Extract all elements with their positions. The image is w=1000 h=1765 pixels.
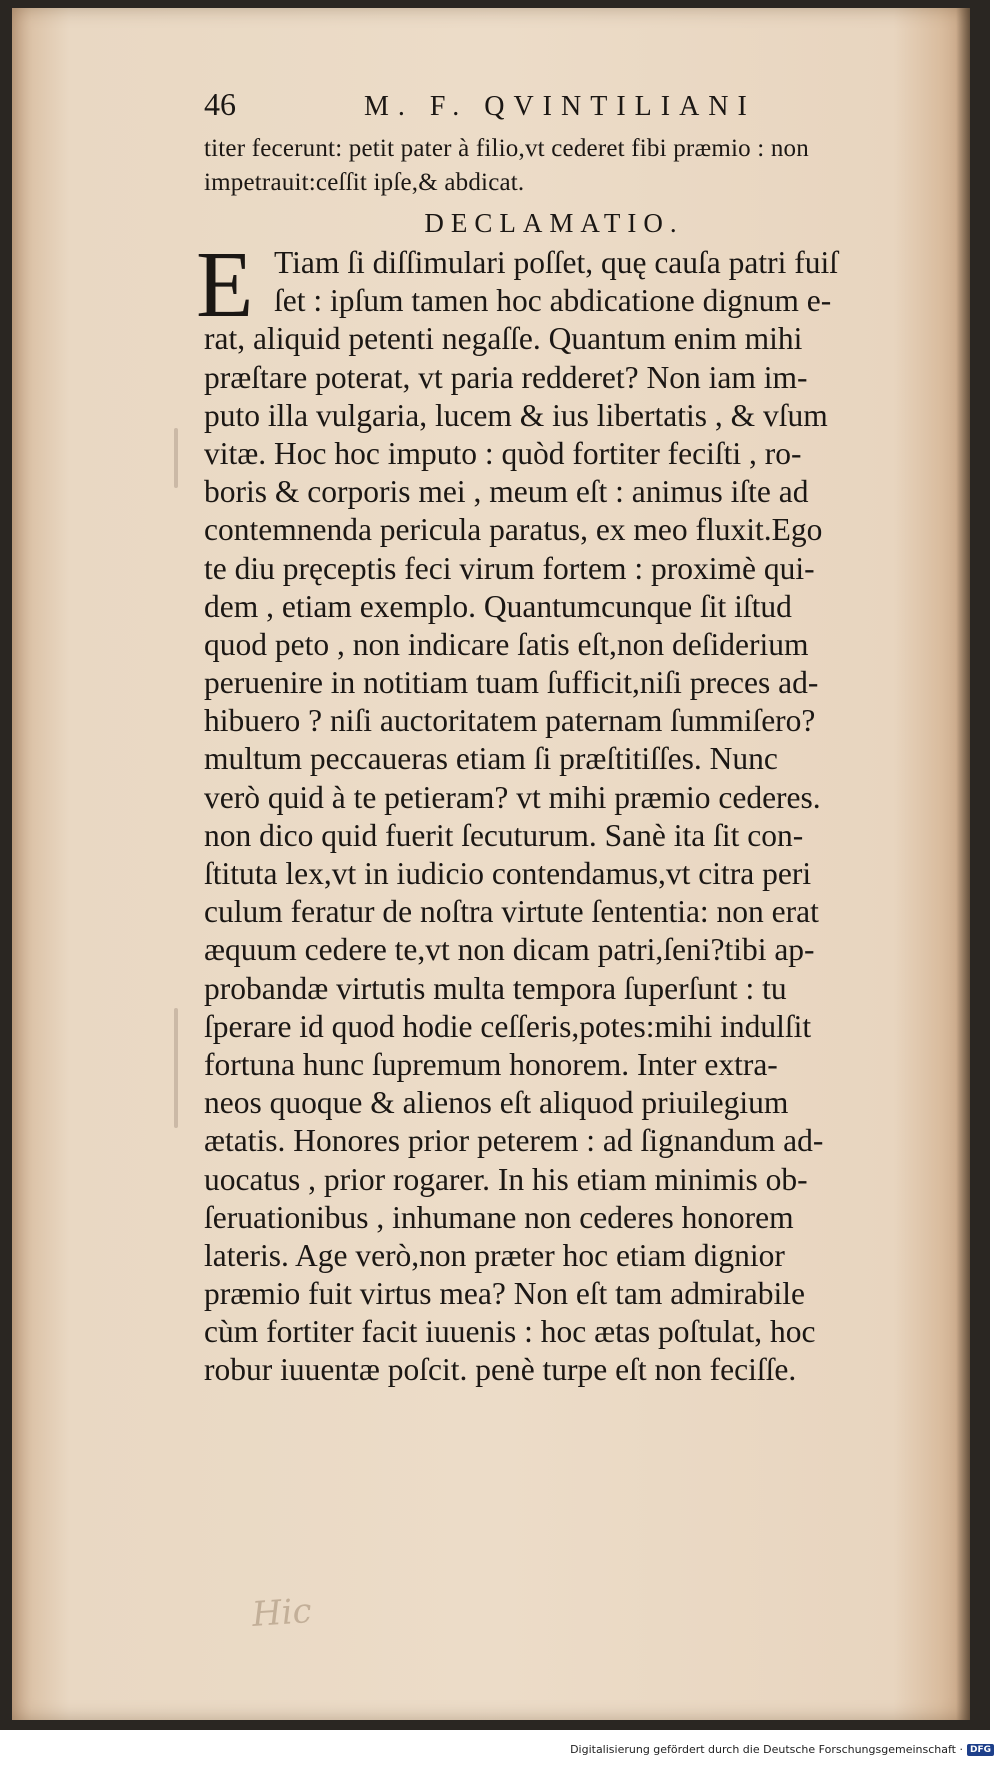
summary-line: impetrauit:ceſſit ipſe,& abdicat. — [204, 169, 525, 196]
text-line: puto illa vulgaria, lucem & ius libertatis , & vſum — [204, 397, 828, 433]
faint-handwriting: Hic — [250, 1590, 313, 1636]
margin-mark — [174, 1008, 178, 1128]
book-page — [12, 8, 970, 1720]
text-line: culum feratur de noſtra virtute ſententia: non erat — [204, 894, 819, 930]
text-line: cùm fortiter facit iuuenis : hoc ætas poſtulat, hoc — [204, 1314, 816, 1350]
running-header — [204, 86, 944, 132]
text-line: ſet : ipſum tamen hoc abdicatione dignum e- — [274, 283, 832, 319]
text-line: hibuero ? niſi auctoritatem paternam ſummiſero? — [204, 703, 816, 739]
page-edge-shadow — [956, 8, 970, 1720]
text-line: ætatis. Honores prior peterem : ad ſignandum ad- — [204, 1123, 824, 1159]
text-line: non dico quid fuerit ſecuturum. Sanè ita ſit con- — [204, 817, 804, 853]
text-line: peruenire in notitiam tuam ſufficit,niſi preces ad- — [204, 665, 819, 701]
declamation-body — [196, 233, 944, 1390]
text-line: lateris. Age verò,non præter hoc etiam dignior — [204, 1237, 785, 1273]
text-line: vitæ. Hoc hoc imputo : quòd fortiter feciſti , ro- — [204, 435, 802, 471]
summary-line: titer fecerunt: petit pater à filio,vt cederet fibi præmio : non — [204, 135, 809, 162]
text-line: Tiam ſi diſſimulari poſſet, quę cauſa patri fuiſ — [274, 245, 838, 280]
page-number: 46 — [204, 86, 236, 122]
credit-text: Digitalisierung gefördert durch die Deutsche Forschungsgemeinschaft · — [570, 1743, 963, 1756]
text-line: verò quid à te petieram? vt mihi præmio cederes. — [204, 779, 821, 815]
running-title: M. F. QVINTILIANI — [364, 91, 756, 122]
text-line: ſperare id quod hodie ceſſeris,potes:mihi indulſit — [204, 1008, 812, 1044]
text-line: uocatus , prior rogarer. In his etiam minimis ob- — [204, 1161, 808, 1197]
text-line: rat, aliquid petenti negaſſe. Quantum enim mihi — [204, 321, 803, 357]
text-line: præſtare poterat, vt paria redderet? Non iam im- — [204, 359, 808, 395]
text-line: boris & corporis mei , meum eſt : animus iſte ad — [204, 474, 809, 510]
dfg-logo: DFG — [967, 1744, 994, 1756]
text-line: fortuna hunc ſupremum honorem. Inter extra- — [204, 1046, 778, 1082]
text-line: quod peto , non indicare ſatis eſt,non deſiderium — [204, 626, 809, 662]
text-line: multum peccaueras etiam ſi præſtitiſſes. Nunc — [204, 741, 778, 777]
text-line: probandæ virtutis multa tempora ſuperſunt : tu — [204, 970, 787, 1006]
text-block — [196, 86, 944, 1390]
text-line: præmio fuit virtus mea? Non eſt tam admirabile — [204, 1276, 805, 1312]
text-line: te diu pręceptis feci virum fortem : proximè qui- — [204, 550, 815, 586]
margin-mark — [174, 428, 178, 488]
text-line: contemnenda pericula paratus, ex meo fluxit.Ego — [204, 512, 823, 548]
text-line: æquum cedere te,vt non dicam patri,ſeni?tibi ap- — [204, 932, 815, 968]
text-line: ſtituta lex,vt in iudicio contendamus,vt citra peri — [204, 856, 812, 891]
section-title: DECLAMATIO. — [424, 208, 684, 238]
digitization-credit — [570, 1743, 994, 1756]
text-line: ſeruationibus , inhumane non cederes honorem — [204, 1199, 794, 1235]
text-line: neos quoque & alienos eſt aliquod priuilegium — [204, 1085, 789, 1121]
text-line: robur iuuentæ poſcit. penè turpe eſt non feciſſe. — [204, 1352, 797, 1388]
argument-summary — [204, 132, 944, 200]
drop-cap: E — [196, 233, 254, 337]
text-line: dem , etiam exemplo. Quantumcunque ſit iſtud — [204, 588, 792, 624]
